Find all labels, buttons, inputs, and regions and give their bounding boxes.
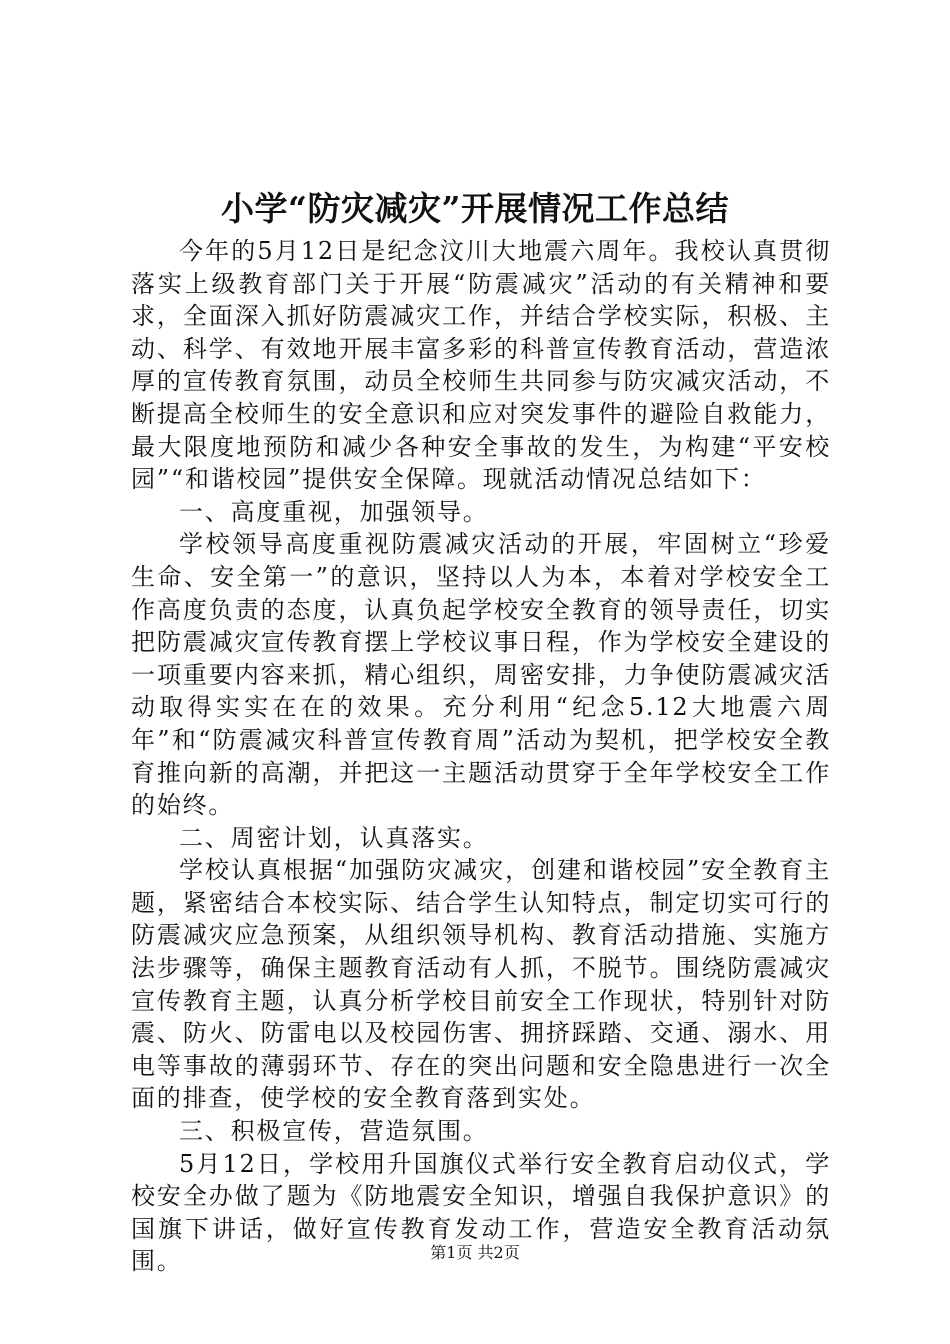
section-heading-1: 一、高度重视，加强领导。: [179, 497, 489, 526]
section-heading-3: 三、积极宣传，营造氛围。: [179, 1117, 489, 1146]
section-paragraph-2: 学校认真根据“加强防灾减灾，创建和谐校园”安全教育主题，紧密结合本校实际、结合学生认知特点，制定切实可行的防震减灾应急预案，从组织领导机构、教育活动措施、实施方法步骤等，确保主题教育活动有人抓，不脱节。围绕防震减灾宣传教育主题，认真分析学校目前安全工作现状，特别针对防震、防火、防雷电以及校园伤害、拥挤踩踏、交通、溺水、用电等事故的薄弱环节、存在的突出问题和安全隐患进行一次全面的排查，使学校的安全教育落到实处。: [131, 856, 831, 1113]
section-paragraph-1: 学校领导高度重视防震减灾活动的开展，牢固树立“珍爱生命、安全第一”的意识，坚持以人为本，本着对学校安全工作高度负责的态度，认真负起学校安全教育的领导责任，切实把防震减灾宣传教育摆上学校议事日程，作为学校安全建设的一项重要内容来抓，精心组织，周密安排，力争使防震减灾活动取得实实在在的效果。充分利用“纪念5.12大地震六周年”和“防震减灾科普宣传教育周”活动为契机，把学校安全教育推向新的高潮，并把这一主题活动贯穿于全年学校安全工作的始终。: [131, 530, 831, 820]
page-number: 第1页 共2页: [430, 1243, 520, 1262]
section-heading-2: 二、周密计划，认真落实。: [179, 823, 489, 852]
section-paragraph-3: 5月12日，学校用升国旗仪式举行安全教育启动仪式，学校安全办做了题为《防地震安全知识，增强自我保护意识》的国旗下讲话，做好宣传教育发动工作，营造安全教育活动氛围。: [131, 1149, 831, 1276]
document-body: [131, 235, 831, 1278]
intro-paragraph: 今年的5月12日是纪念汶川大地震六周年。我校认真贯彻落实上级教育部门关于开展“防震减灾”活动的有关精神和要求，全面深入抓好防震减灾工作，并结合学校实际，积极、主动、科学、有效地开展丰富多彩的科普宣传教育活动，营造浓厚的宣传教育氛围，动员全校师生共同参与防灾减灾活动，不断提高全校师生的安全意识和应对突发事件的避险自救能力，最大限度地预防和减少各种安全事故的发生，为构建“平安校园”“和谐校园”提供安全保障。现就活动情况总结如下：: [131, 237, 831, 494]
document-title: 小学“防灾减灾”开展情况工作总结: [221, 189, 729, 228]
